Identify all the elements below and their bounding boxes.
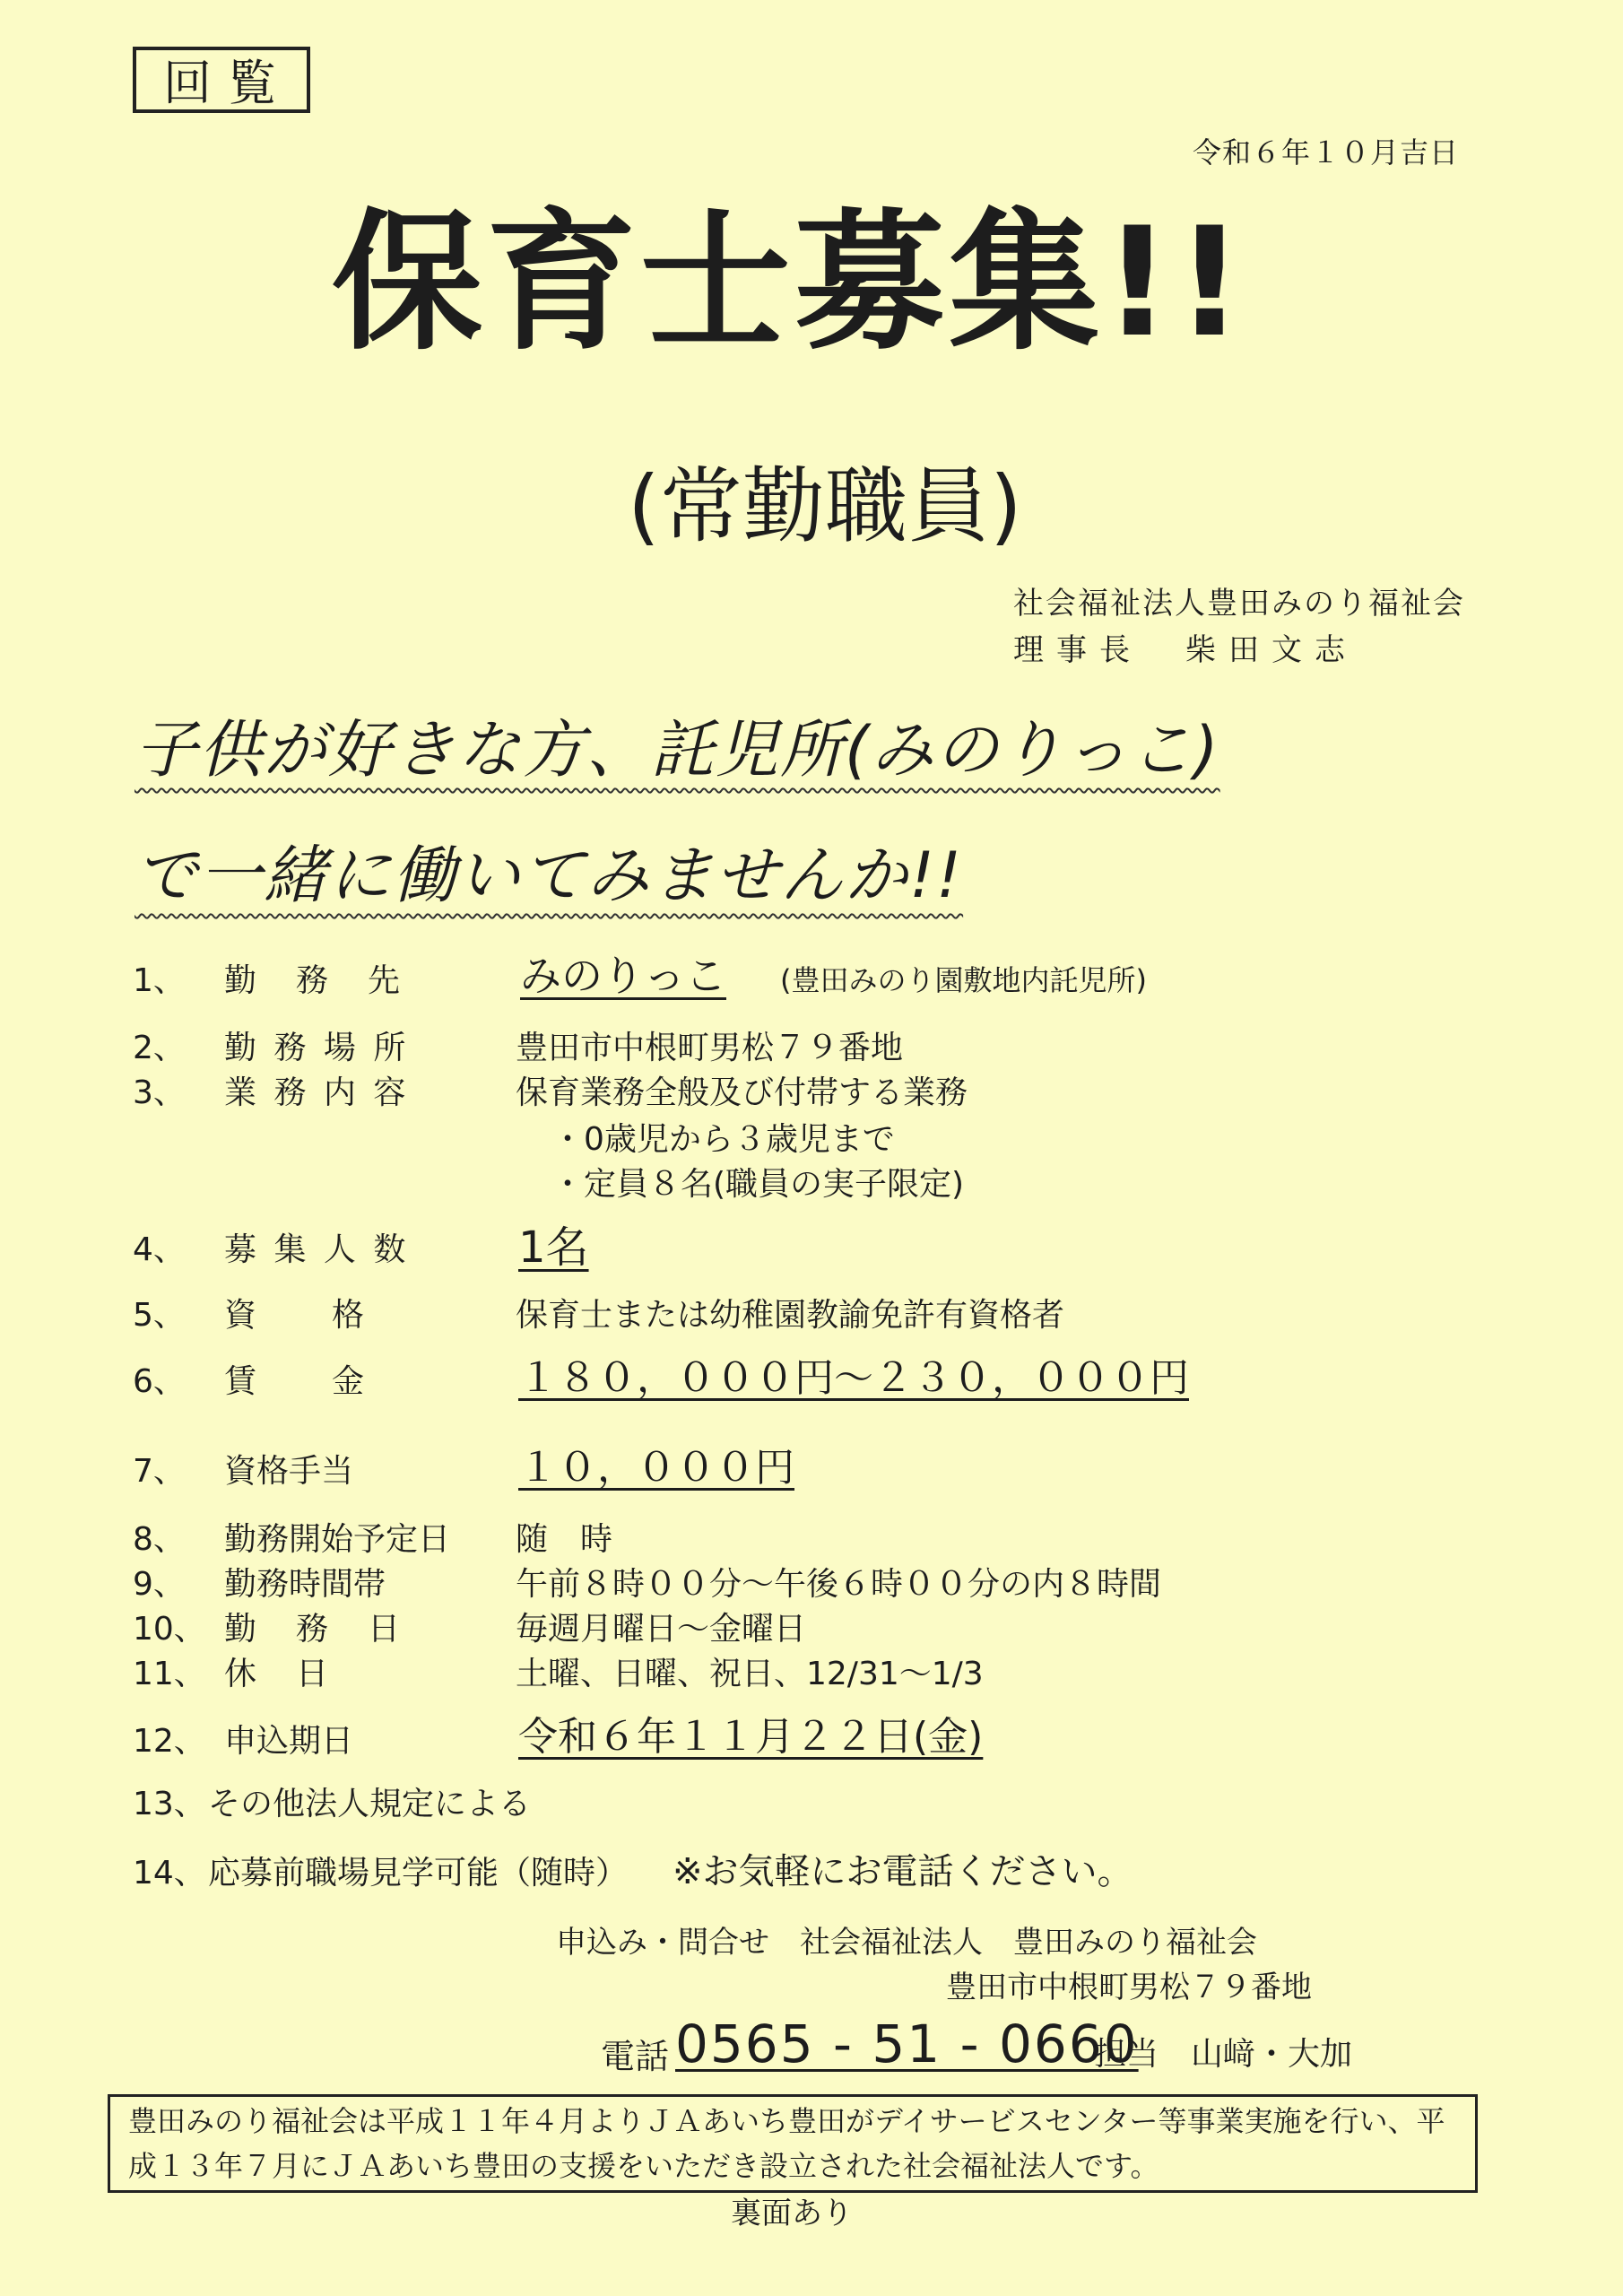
contact-label: 申込み・問合せ 社会福祉法人 豊田みのり福祉会: [556, 1925, 1257, 1961]
item-value: 毎週月曜日～金曜日: [516, 1611, 807, 1648]
item-value: 1名: [518, 1222, 589, 1273]
item-value: 土曜、日曜、祝日、12/31～1/3: [516, 1656, 984, 1692]
item-value: 豊田市中根町男松７９番地: [516, 1030, 904, 1066]
footer-note: 豊田みのり福祉会は平成１１年４月よりＪＡあいち豊田がデイサービスセンター等事業実施を行い、平成１３年７月にＪＡあいち豊田の支援をいただき設立された社会福祉法人です。: [108, 2094, 1478, 2193]
item-number: 9、: [133, 1566, 186, 1603]
item-subline: ・定員８名(職員の実子限定): [551, 1166, 965, 1203]
kairan-stamp: 回覧: [133, 47, 310, 113]
item-label: 資格手当: [224, 1453, 354, 1490]
item-number: 4、: [133, 1231, 186, 1268]
item-number: 3、: [133, 1074, 186, 1111]
item-label: 資 格: [224, 1297, 369, 1334]
item-label: 賃 金: [224, 1363, 369, 1400]
item-value: 保育業務全般及び付帯する業務: [516, 1074, 968, 1111]
item-label: 勤務開始予定日: [224, 1521, 451, 1558]
chairman-name: 理事長 柴田文志: [1013, 632, 1358, 668]
item-number: 5、: [133, 1297, 186, 1334]
item-value: １０，０００円: [518, 1445, 794, 1491]
item-label: その他法人規定による: [208, 1786, 532, 1822]
organization-name: 社会福祉法人豊田みのり福祉会: [1013, 586, 1465, 622]
item-number: 2、: [133, 1030, 186, 1066]
catchphrase-line1: 子供が好きな方、託児所(みのりっこ): [135, 713, 1220, 787]
item-label: 勤 務 日: [224, 1611, 404, 1648]
item-value: １８０，０００円～２３０，０００円: [518, 1355, 1189, 1401]
item-note: (豊田みのり園敷地内託児所): [780, 963, 1147, 997]
item-value: 随 時: [516, 1521, 613, 1558]
item-number: 12、: [133, 1723, 206, 1760]
catchphrase-line2: で一緒に働いてみませんか!!: [135, 839, 964, 912]
item-value: みのりっこ: [520, 952, 726, 1000]
item-number: 11、: [133, 1656, 206, 1692]
item-value: ※お気軽にお電話ください。: [673, 1851, 1133, 1892]
item-label: 休 日: [224, 1656, 333, 1692]
application-deadline: 令和６年１１月２２日(金): [518, 1714, 984, 1760]
item-number: 1、: [133, 962, 186, 999]
item-label: 募 集 人 数: [224, 1231, 410, 1268]
page-subtitle: (常勤職員): [628, 458, 1022, 554]
item-label: 申込期日: [224, 1723, 354, 1760]
tel-number: 0565 - 51 - 0660: [675, 2013, 1139, 2074]
item-label: 業 務 内 容: [224, 1074, 410, 1111]
item-number: 14、: [133, 1855, 206, 1892]
item-number: 10、: [133, 1611, 206, 1648]
item-value: 保育士または幼稚園教諭免許有資格者: [516, 1297, 1065, 1334]
tel-label: 電話: [601, 2037, 670, 2076]
item-label: 勤 務 場 所: [224, 1030, 410, 1066]
item-number: 6、: [133, 1363, 186, 1400]
issue-date: 令和６年１０月吉日: [1193, 135, 1460, 170]
item-subline: ・0歳児から３歳児まで: [551, 1121, 895, 1158]
back-side-note: 裏面あり: [731, 2196, 853, 2231]
item-label: 勤務時間帯: [224, 1566, 386, 1603]
contact-address: 豊田市中根町男松７９番地: [946, 1970, 1312, 2005]
item-number: 8、: [133, 1521, 186, 1558]
item-label: 応募前職場見学可能（随時）: [208, 1855, 629, 1892]
item-number: 7、: [133, 1453, 186, 1490]
contact-person: 担当 山﨑・大加: [1094, 2036, 1353, 2073]
item-value: 午前８時００分～午後６時００分の内８時間: [516, 1566, 1162, 1603]
item-label: 勤 務 先: [224, 962, 404, 999]
page-title: 保育士募集!!: [332, 195, 1248, 370]
item-number: 13、: [133, 1786, 206, 1822]
